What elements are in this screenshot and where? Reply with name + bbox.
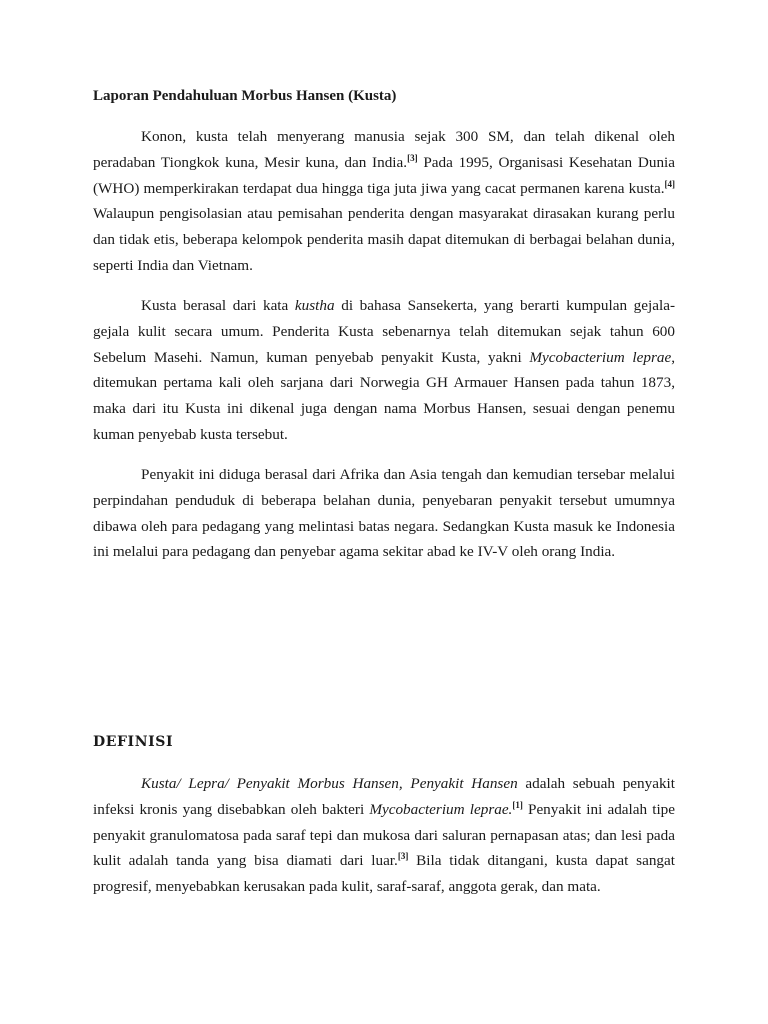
- document-title: Laporan Pendahuluan Morbus Hansen (Kusta): [93, 88, 397, 104]
- citation-ref[interactable]: [3]: [397, 851, 409, 862]
- paragraph-text: di bahasa Sansekerta, yang berarti kumpulan gejala-gejala kulit secara umum. Penderita Kusta sebenarnya telah ditemukan sejak tahun 600 Sebelum Masehi. Namun, kuman penyebab penyakit Kusta, yakni: [93, 297, 675, 366]
- section-heading-definisi: DEFINISI: [93, 734, 174, 750]
- paragraph-text: Konon, kusta telah menyerang manusia sejak 300 SM, dan telah dikenal oleh peradaban Tiongkok kuna, Mesir kuna, dan India.: [93, 128, 675, 171]
- intro-paragraph-3: Penyakit ini diduga berasal dari Afrika dan Asia tengah dan kemudian tersebar melalui perpindahan penduduk di beberapa belahan dunia, penyebaran penyakit tersebut umumnya dibawa oleh para pedagang yang melintasi batas negara. Sedangkan Kusta masuk ke Indonesia ini melalui para pedagang dan penyebar agama sekitar abad ke IV-V oleh orang India.: [93, 466, 675, 561]
- species-name: Mycobacterium leprae: [529, 348, 672, 366]
- paragraph-text: Pada 1995, Organisasi Kesehatan Dunia (WHO) memperkirakan terdapat dua hingga tiga juta jiwa yang cacat permanen karena kusta.: [93, 153, 675, 197]
- citation-ref[interactable]: [4]: [664, 178, 675, 189]
- paragraph-text: adalah sebuah penyakit infeksi kronis yang disebabkan oleh bakteri: [93, 775, 675, 818]
- paragraph-text: Bila tidak ditangani, kusta dapat sangat progresif, menyebabkan kerusakan pada kulit, saraf-saraf, anggota gerak, dan mata.: [93, 852, 675, 896]
- paragraph-text: Penyakit ini adalah tipe penyakit granulomatosa pada saraf tepi dan mukosa dari saluran pernapasan atas; dan lesi pada kulit adalah tanda yang bisa diamati dari luar.: [93, 800, 676, 870]
- citation-ref[interactable]: [1]: [512, 799, 523, 810]
- paragraph-text: Walaupun pengisolasian atau pemisahan penderita dengan masyarakat dirasakan kurang perlu dan tidak etis, beberapa kelompok penderita masih dapat ditemukan di berbagai belahan dunia, seperti India dan Vietnam.: [93, 205, 675, 274]
- intro-paragraph-2: [93, 293, 675, 448]
- intro-paragraph-1: [93, 124, 675, 279]
- definition-paragraph: [93, 771, 675, 900]
- paragraph-text: , ditemukan pertama kali oleh sarjana dari Norwegia GH Armauer Hansen pada tahun 1873, maka dari itu Kusta ini dikenal juga dengan nama Morbus Hansen, sesuai dengan penemu kuman penyebab kusta tersebut.: [93, 348, 675, 443]
- term-italic: kustha: [294, 297, 335, 314]
- paragraph-text: Kusta berasal dari kata: [141, 297, 295, 314]
- defined-terms: Kusta/ Lepra/ Penyakit Morbus Hansen, Penyakit Hansen: [141, 775, 518, 792]
- species-name: Mycobacterium leprae.: [369, 800, 513, 818]
- citation-ref[interactable]: [3]: [407, 152, 418, 163]
